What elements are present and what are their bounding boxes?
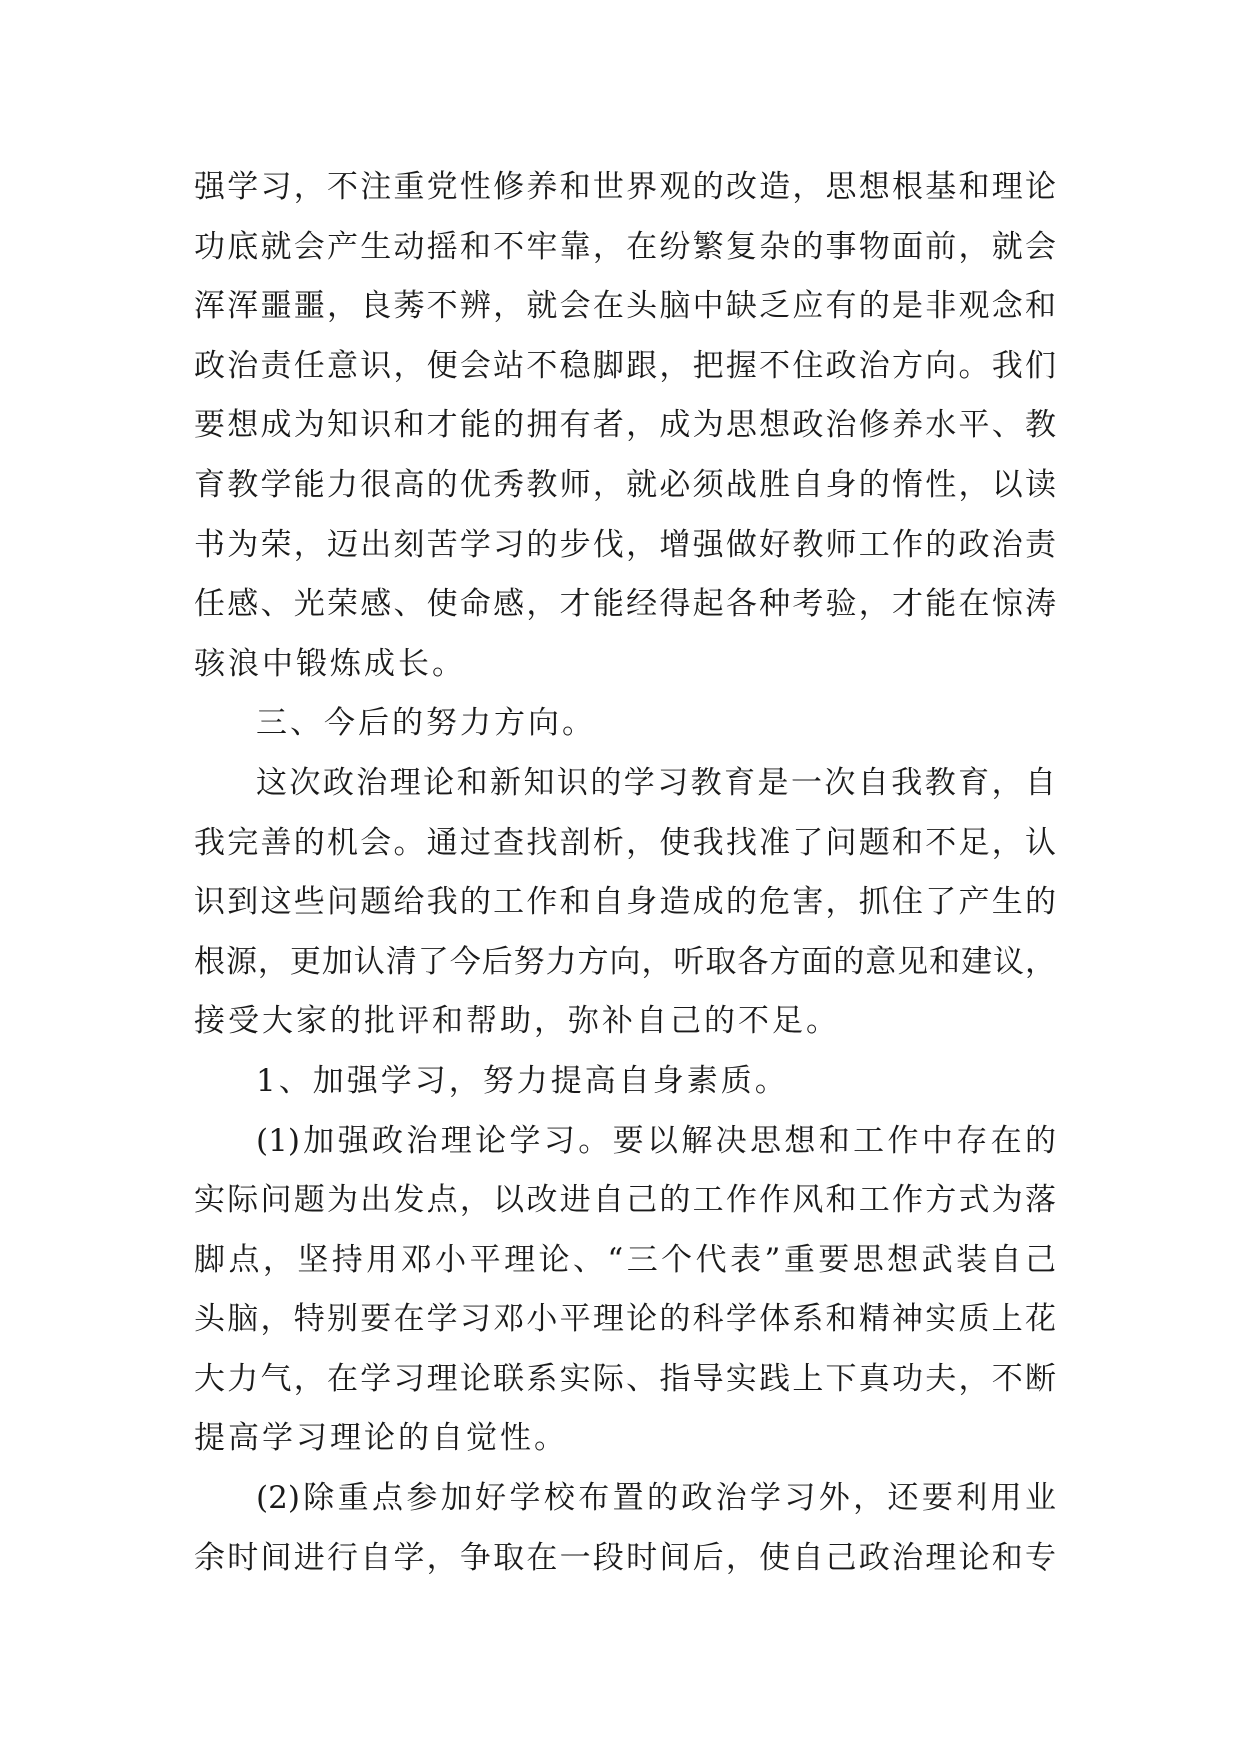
text-line: 余时间进行自学，争取在一段时间后，使自己政治理论和专	[194, 1539, 1056, 1576]
text-line: 任感、光荣感、使命感，才能经得起各种考验，才能在惊涛	[194, 586, 1056, 623]
text-line: 浑浑噩噩，良莠不辨，就会在头脑中缺乏应有的是非观念和	[194, 288, 1056, 325]
text-line: 政治责任意识，便会站不稳脚跟，把握不住政治方向。我们	[194, 347, 1056, 384]
text-line: 脚点，坚持用邓小平理论、“三个代表”重要思想武装自己	[194, 1241, 1056, 1278]
text-line: 根源，更加认清了今后努力方向，听取各方面的意见和建议，	[194, 943, 1056, 980]
text-line: 我完善的机会。通过查找剖析，使我找准了问题和不足，认	[194, 824, 1056, 861]
text-line: 头脑，特别要在学习邓小平理论的科学体系和精神实质上花	[194, 1301, 1056, 1338]
text-line: 这次政治理论和新知识的学习教育是一次自我教育，自	[256, 764, 1056, 801]
body-text	[194, 158, 1056, 1588]
subsection-heading: 1、加强学习，努力提高自身素质。	[256, 1062, 789, 1099]
text-line: 书为荣，迈出刻苦学习的步伐，增强做好教师工作的政治责	[194, 526, 1056, 563]
text-line: 强学习，不注重党性修养和世界观的改造，思想根基和理论	[194, 169, 1056, 205]
text-line: 提高学习理论的自觉性。	[194, 1420, 568, 1457]
text-line: 骇浪中锻炼成长。	[194, 645, 466, 682]
text-line: 识到这些问题给我的工作和自身造成的危害，抓住了产生的	[194, 884, 1056, 921]
text-line: 实际问题为出发点，以改进自己的工作作风和工作方式为落	[194, 1182, 1056, 1219]
text-line: (2)除重点参加好学校布置的政治学习外，还要利用业	[256, 1480, 1056, 1517]
text-line: 功底就会产生动摇和不牢靠，在纷繁复杂的事物面前，就会	[194, 228, 1056, 265]
text-line: (1)加强政治理论学习。要以解决思想和工作中存在的	[256, 1122, 1056, 1159]
text-line: 大力气，在学习理论联系实际、指导实践上下真功夫，不断	[194, 1360, 1056, 1397]
text-line: 育教学能力很高的优秀教师，就必须战胜自身的惰性，以读	[194, 466, 1056, 503]
text-line: 要想成为知识和才能的拥有者，成为思想政治修养水平、教	[194, 407, 1056, 444]
text-line: 接受大家的批评和帮助，弥补自己的不足。	[194, 1003, 840, 1040]
section-heading: 三、今后的努力方向。	[256, 705, 596, 742]
